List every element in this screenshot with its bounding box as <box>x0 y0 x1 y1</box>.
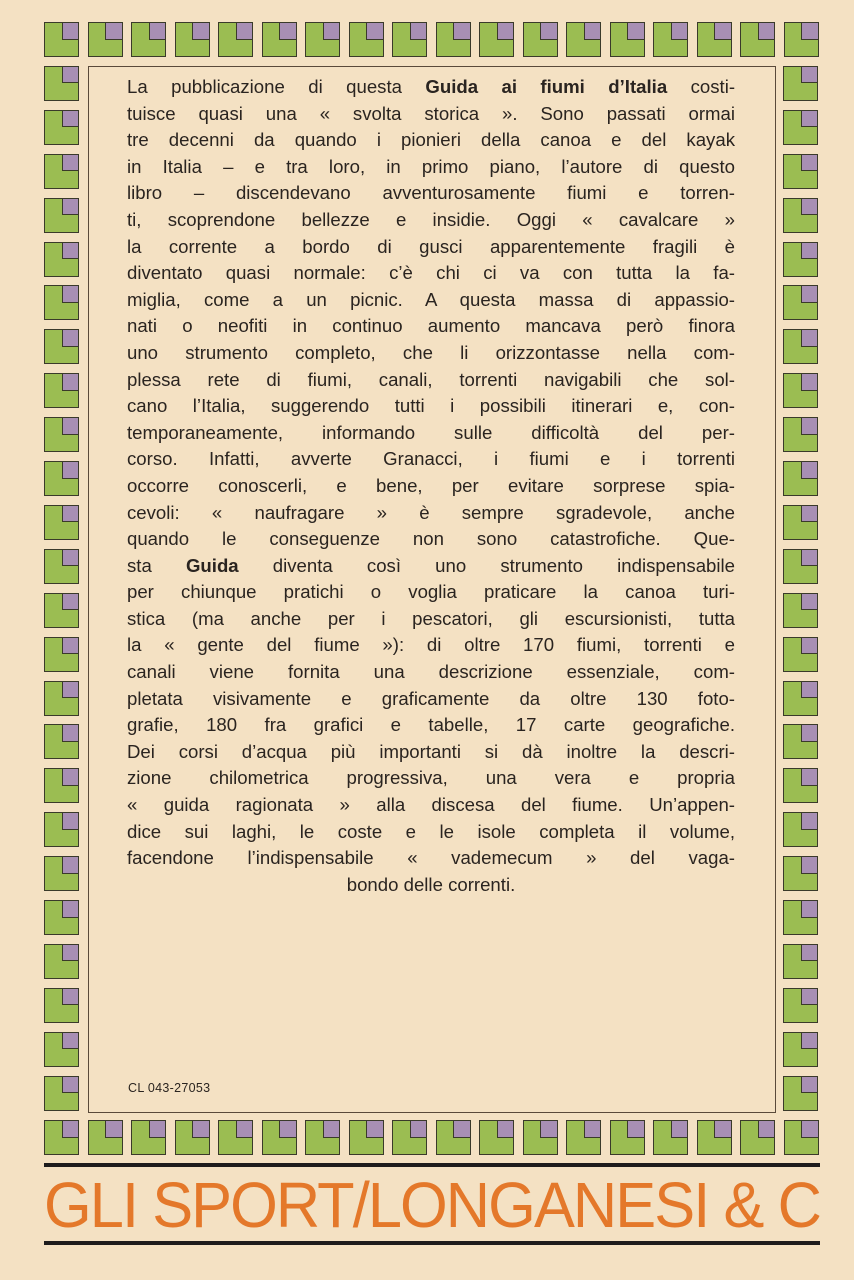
border-tile <box>783 285 818 320</box>
text-line <box>127 101 735 128</box>
text-line <box>127 819 735 846</box>
border-tile <box>44 856 79 891</box>
text-segment: occorre conoscerli, e bene, per evitare sorprese spia- <box>127 474 735 496</box>
catalog-code: CL 043-27053 <box>128 1081 211 1095</box>
text-segment: corso. Infatti, avverte Granacci, i fiumi e i torrenti <box>127 448 735 470</box>
text-line <box>127 180 735 207</box>
border-tile <box>44 944 79 979</box>
border-tile <box>740 1120 775 1155</box>
text-segment: tuisce quasi una « svolta storica ». Sono passati ormai <box>127 102 735 124</box>
text-line <box>127 74 735 101</box>
border-tile <box>697 22 732 57</box>
border-tile <box>44 812 79 847</box>
text-line <box>127 313 735 340</box>
border-tile <box>44 22 79 57</box>
border-tile <box>262 22 297 57</box>
border-tile <box>783 1032 818 1067</box>
border-tile <box>44 154 79 189</box>
text-line <box>127 765 735 792</box>
border-tile <box>783 66 818 101</box>
text-line <box>127 606 735 633</box>
border-tile <box>783 681 818 716</box>
border-tile <box>44 1032 79 1067</box>
border-tile <box>783 637 818 672</box>
border-tile <box>262 1120 297 1155</box>
text-line <box>127 579 735 606</box>
border-tile <box>566 1120 601 1155</box>
border-tile <box>783 944 818 979</box>
border-tile <box>44 110 79 145</box>
border-tile <box>783 373 818 408</box>
border-tile <box>44 329 79 364</box>
text-segment: ti, scoprendone bellezze e insidie. Oggi « cavalcare » <box>127 208 735 230</box>
text-segment: in Italia – e tra loro, in primo piano, l’autore di questo <box>127 155 735 177</box>
border-tile <box>740 22 775 57</box>
border-tile <box>44 1120 79 1155</box>
bottom-rule <box>44 1241 820 1245</box>
border-tile <box>783 110 818 145</box>
text-line <box>127 686 735 713</box>
border-tile <box>783 198 818 233</box>
border-tile <box>783 549 818 584</box>
text-segment: la « gente del fiume »): di oltre 170 fiumi, torrenti e <box>127 634 735 656</box>
border-tile <box>44 768 79 803</box>
text-line <box>127 712 735 739</box>
border-tile <box>783 505 818 540</box>
border-tile <box>175 1120 210 1155</box>
border-tile <box>131 22 166 57</box>
text-segment: zione chilometrica progressiva, una vera e propria <box>127 767 735 789</box>
border-tile <box>436 1120 471 1155</box>
border-tile <box>392 1120 427 1155</box>
text-line <box>127 739 735 766</box>
bold-title-text: Guida <box>185 554 239 576</box>
blurb-text <box>127 74 735 898</box>
text-segment: per chiunque pratichi o voglia praticare la canoa turi- <box>127 581 735 603</box>
border-tile <box>44 637 79 672</box>
border-tile <box>784 22 819 57</box>
border-tile <box>44 988 79 1023</box>
text-line <box>127 207 735 234</box>
border-tile <box>783 900 818 935</box>
text-line <box>127 632 735 659</box>
text-line <box>127 500 735 527</box>
text-line <box>127 845 735 872</box>
border-tile <box>44 593 79 628</box>
border-tile <box>44 198 79 233</box>
text-line <box>127 473 735 500</box>
border-tile <box>783 768 818 803</box>
bold-title-text: Guida ai fiumi d’Italia <box>425 76 668 97</box>
text-line <box>127 340 735 367</box>
border-tile <box>44 417 79 452</box>
publisher-logo-text: GLI SPORT/LONGANESI & C <box>44 1169 820 1241</box>
border-tile <box>697 1120 732 1155</box>
border-tile <box>479 1120 514 1155</box>
text-line <box>127 526 735 553</box>
border-tile <box>783 154 818 189</box>
border-tile <box>783 417 818 452</box>
border-tile <box>783 856 818 891</box>
text-line <box>127 234 735 261</box>
border-tile <box>305 22 340 57</box>
border-tile <box>44 285 79 320</box>
border-tile <box>783 1076 818 1111</box>
text-segment: la corrente a bordo di gusci apparentemente fragili è <box>127 235 735 257</box>
text-segment: libro – discendevano avventurosamente fiumi e torren- <box>127 182 735 204</box>
text-line <box>127 553 735 580</box>
border-tile <box>566 22 601 57</box>
text-segment: pletata visivamente e graficamente da oltre 130 foto- <box>127 687 735 709</box>
border-tile <box>44 549 79 584</box>
text-line <box>127 792 735 819</box>
border-tile <box>175 22 210 57</box>
text-segment: diventato quasi normale: c’è chi ci va con tutta la fa- <box>127 262 735 284</box>
border-tile <box>783 812 818 847</box>
text-line <box>127 872 735 899</box>
text-line <box>127 659 735 686</box>
text-segment: grafie, 180 fra grafici e tabelle, 17 carte geografiche. <box>127 714 735 736</box>
border-tile <box>784 1120 819 1155</box>
border-tile <box>783 988 818 1023</box>
border-tile <box>783 593 818 628</box>
border-tile <box>479 22 514 57</box>
border-tile <box>44 900 79 935</box>
border-tile <box>44 461 79 496</box>
text-segment: facendone l’indispensabile « vademecum » del vaga- <box>127 847 735 869</box>
text-line <box>127 287 735 314</box>
border-tile <box>610 1120 645 1155</box>
text-segment: dice sui laghi, le coste e le isole completa il volume, <box>127 820 735 842</box>
border-tile <box>610 22 645 57</box>
border-tile <box>305 1120 340 1155</box>
border-tile <box>44 242 79 277</box>
text-segment: costi- <box>667 76 736 97</box>
text-segment: « guida ragionata » alla discesa del fiume. Un’appen- <box>127 794 735 816</box>
text-segment: Dei corsi d’acqua più importanti si dà inoltre la descri- <box>127 740 735 762</box>
border-tile <box>44 66 79 101</box>
text-segment: quando le conseguenze non sono catastrofiche. Que- <box>127 528 735 550</box>
border-tile <box>523 1120 558 1155</box>
border-tile <box>436 22 471 57</box>
text-segment: sta <box>127 554 186 576</box>
text-line <box>127 393 735 420</box>
text-segment: miglia, come a un picnic. A questa massa di appassio- <box>127 288 735 310</box>
border-tile <box>523 22 558 57</box>
border-tile <box>783 724 818 759</box>
text-segment: cevoli: « naufragare » è sempre sgradevole, anche <box>127 501 735 523</box>
border-tile <box>218 22 253 57</box>
text-line <box>127 260 735 287</box>
text-segment: stica (ma anche per i pescatori, gli escursionisti, tutta <box>127 607 735 629</box>
text-segment: canali viene fornita una descrizione essenziale, com- <box>127 661 735 683</box>
border-tile <box>44 505 79 540</box>
border-tile <box>88 1120 123 1155</box>
text-segment: temporaneamente, informando sulle difficoltà del per- <box>127 421 735 443</box>
text-segment: nati o neofiti in continuo aumento mancava però finora <box>127 315 735 337</box>
border-tile <box>653 1120 688 1155</box>
border-tile <box>783 461 818 496</box>
border-tile <box>44 1076 79 1111</box>
top-rule <box>44 1163 820 1167</box>
border-tile <box>44 724 79 759</box>
border-tile <box>218 1120 253 1155</box>
border-tile <box>392 22 427 57</box>
text-segment: uno strumento completo, che li orizzontasse nella com- <box>127 341 735 363</box>
text-segment: plessa rete di fiumi, canali, torrenti navigabili che sol- <box>127 368 735 390</box>
text-line <box>127 446 735 473</box>
text-segment: tre decenni da quando i pionieri della canoa e del kayak <box>127 129 735 151</box>
text-line <box>127 367 735 394</box>
text-segment: La pubblicazione di questa <box>127 76 426 97</box>
border-tile <box>44 373 79 408</box>
text-line <box>127 127 735 154</box>
border-tile <box>131 1120 166 1155</box>
text-segment: diventa così uno strumento indispensabile <box>238 554 735 576</box>
border-tile <box>783 329 818 364</box>
border-tile <box>44 681 79 716</box>
border-tile <box>88 22 123 57</box>
border-tile <box>349 22 384 57</box>
border-tile <box>349 1120 384 1155</box>
text-line <box>127 420 735 447</box>
border-tile <box>783 242 818 277</box>
border-tile <box>653 22 688 57</box>
text-segment: cano l’Italia, suggerendo tutti i possibili itinerari e, con- <box>127 395 735 417</box>
text-segment: bondo delle correnti. <box>346 873 516 895</box>
text-line <box>127 154 735 181</box>
